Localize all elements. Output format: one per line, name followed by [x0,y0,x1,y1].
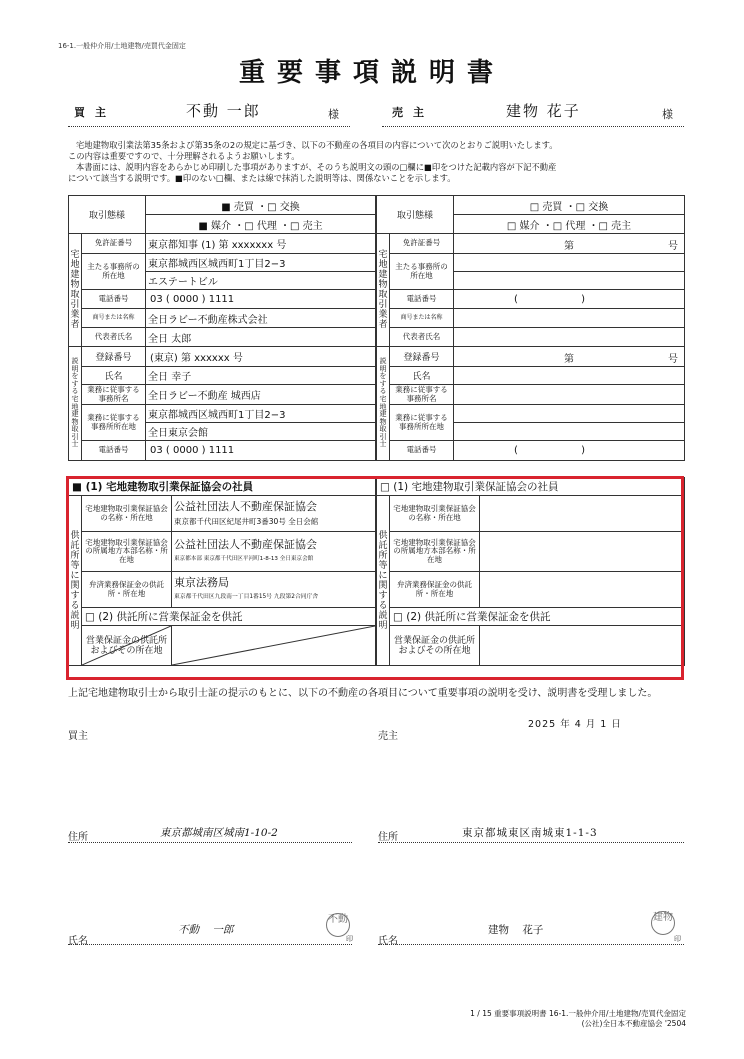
work-building-value: 全日東京会館 [146,423,376,441]
seller-name: 建物 花子 [506,102,581,120]
agent-name-value: 全日 幸子 [146,367,376,385]
deposit-vertical-label: 供託所等に関する説明 [377,496,390,666]
buyer-seal-mark: 印 [346,935,353,943]
tel2-value: 03 ( 0000 ) 1111 [146,441,376,461]
footer-line-1: 1 / 15 重要事項説明書 16-1.一般仲介用/土地建物/売買代金固定 [470,1009,686,1018]
broker-vertical-label: 宅地建物取引業者 [377,234,390,347]
broker-vertical-label: 宅地建物取引業者 [69,234,82,347]
seller-name-label: 氏名 [378,936,398,947]
work-office-value [454,385,685,405]
seller-address-value: 東京都城東区南城東1-1-3 [462,827,598,839]
buyer-seal: 不動 [326,913,350,937]
branch-name-value: 公益社団法人不動産保証協会 [174,537,317,551]
seller-address-label: 住所 [378,832,398,843]
business-deposit-heading: □ (2) 供託所に営業保証金を供託 [82,608,376,626]
branch-label: 宅地建物取引業保証協会の所属地方本部名称・所在地 [390,532,480,572]
deal-type-label: 取引態様 [377,196,454,234]
work-address-value [454,405,685,423]
buyer-underline [68,126,350,127]
assoc-member-heading: □ (1) 宅地建物取引業保証協会の社員 [377,478,685,496]
business-deposit-label: 営業保証金の供託所およびその所在地 [390,626,480,666]
registration-mid: 第 [564,354,575,365]
branch-address-value: 東京都本部 東京都千代田区平河町1-8-13 全日東京会館 [174,555,314,562]
document-code: 16-1.一般仲介用/土地建物/売買代金固定 [58,42,186,50]
deal-type-1: □ 売買 ・□ 交換 [454,196,685,215]
buyer-name-label: 氏名 [68,936,88,947]
representative-label: 代表者氏名 [390,328,454,347]
footer-line-2: (公社)全日本不動産協会 '2504 [581,1019,686,1028]
office-address [454,254,685,272]
business-deposit-heading: □ (2) 供託所に営業保証金を供託 [390,608,685,626]
seller-underline [382,126,684,127]
buyer-address-line [68,842,352,843]
work-office-label: 業務に従事する事務所名 [390,385,454,405]
deposit-office-label: 弁済業務保証金の供託所・所在地 [82,572,172,608]
license-mid: 第 [564,241,575,252]
assoc-name-label: 宅地建物取引業保証協会の名称・所在地 [82,496,172,532]
receipt-statement: 上記宅地建物取引士から取引士証の提示のもとに、以下の不動産の各項目について重要事項の説明を受け、説明書を受理しました。 [68,688,658,699]
deposit-office-address: 東京都千代田区九段南一丁目1番15号 九段第2合同庁舎 [174,593,319,600]
assoc-member-heading: ■ (1) 宅地建物取引業保証協会の社員 [69,478,376,496]
highlight-box [66,476,684,680]
trade-name-value [454,309,685,328]
trade-name-label: 商号または名称 [390,309,454,328]
deal-type-label: 取引態様 [69,196,146,234]
office-building: エステートビル [146,272,376,290]
seller-name-line [378,944,684,945]
representative-value [454,328,685,347]
office-label: 主たる事務所の所在地 [82,254,146,290]
work-address-label: 業務に従事する事務所所在地 [82,405,146,441]
deposit-office-value: 東京法務局 [174,575,229,589]
tel-value: 03 ( 0000 ) 1111 [146,290,376,309]
buyer-name-line [68,944,352,945]
registration-label: 登録番号 [390,347,454,367]
tel2-label: 電話番号 [82,441,146,461]
tel2-label: 電話番号 [390,441,454,461]
intro-text [68,140,688,184]
buyer-suffix: 様 [328,108,339,121]
sig-seller-label: 売主 [378,731,398,742]
office-building [454,272,685,290]
license-label: 免許証番号 [390,234,454,254]
deal-type-2: ■ 媒介 ・□ 代理 ・□ 売主 [146,215,376,234]
work-office-label: 業務に従事する事務所名 [82,385,146,405]
tel-label: 電話番号 [82,290,146,309]
license-label: 免許証番号 [82,234,146,254]
buyer-signature: 不動 一郎 [178,924,234,936]
intro-line: この内容は重要ですので、十分理解されるようお願いします。 [68,151,300,161]
right-broker-table [376,195,685,461]
seller-address-line [378,842,684,843]
deposit-office-label: 弁済業務保証金の供託所・所在地 [390,572,480,608]
agent-name-label: 氏名 [390,367,454,385]
office-label: 主たる事務所の所在地 [390,254,454,290]
agent-name-label: 氏名 [82,367,146,385]
work-office-value: 全日ラビー不動産 城西店 [146,385,376,405]
license-end: 号 [668,241,679,252]
sig-buyer-label: 買主 [68,731,88,742]
seller-seal: 建物 [651,911,675,935]
seller-label: 売主 [392,106,434,119]
representative-label: 代表者氏名 [82,328,146,347]
tel2-value: ( ) [454,441,685,461]
intro-line: 本書面には、説明内容をあらかじめ印刷した事項がありますが、そのうち説明文の頭の□欄に■印をつけた記載内容が下記不動産 [76,162,557,172]
seller-seal-mark: 印 [674,935,681,943]
branch-label: 宅地建物取引業保証協会の所属地方本部名称・所在地 [82,532,172,572]
representative-value: 全日 太郎 [146,328,376,347]
agent-name-value [454,367,685,385]
assoc-name-label: 宅地建物取引業保証協会の名称・所在地 [390,496,480,532]
intro-line: 宅地建物取引業法第35条および第35条の2の規定に基づき、以下の不動産の各項目の内容について次のとおりご説明いたします。 [76,140,558,150]
deal-type-1: ■ 売買 ・□ 交換 [146,196,376,215]
business-deposit-label-text: 営業保証金の供託所およびその所在地 [85,635,167,656]
office-address: 東京都城西区城西町1丁目2−3 [146,254,376,272]
buyer-label: 買主 [74,106,116,119]
deposit-vertical-label: 供託所等に関する説明 [69,496,82,666]
work-address-label: 業務に従事する事務所所在地 [390,405,454,441]
tel-value: ( ) [454,290,685,309]
agent-vertical-label: 説明をする宅地建物取引士 [377,347,390,461]
assoc-name-value: 公益社団法人不動産保証協会 [174,499,317,513]
trade-name-value: 全日ラビー不動産株式会社 [146,309,376,328]
buyer-name: 不動 一郎 [186,102,261,120]
assoc-address-value: 東京都千代田区紀尾井町3番30号 全日会館 [174,516,319,526]
footer [470,1009,686,1029]
left-broker-table [68,195,376,461]
seller-suffix: 様 [662,108,673,121]
deal-type-2: □ 媒介 ・□ 代理 ・□ 売主 [454,215,685,234]
work-building-value [454,423,685,441]
buyer-address-label: 住所 [68,832,88,843]
registration-value: (東京) 第 xxxxxx 号 [146,347,376,367]
work-address-value: 東京都城西区城西町1丁目2−3 [146,405,376,423]
intro-line: について該当する説明です。■印のない□欄、または線で抹消した説明等は、関係ないことを示します。 [68,173,456,183]
registration-end: 号 [668,354,679,365]
trade-name-label: 商号または名称 [82,309,146,328]
registration-label: 登録番号 [82,347,146,367]
page-title: 重要事項説明書 [238,58,505,88]
receipt-date: 2025 年 4 月 1 日 [528,719,622,730]
license-value: 東京都知事 (1) 第 xxxxxxx 号 [146,234,376,254]
buyer-address-value: 東京都城南区城南1-10-2 [160,827,278,839]
seller-signature: 建物 花子 [488,924,544,936]
agent-vertical-label: 説明をする宅地建物取引士 [69,347,82,461]
tel-label: 電話番号 [390,290,454,309]
